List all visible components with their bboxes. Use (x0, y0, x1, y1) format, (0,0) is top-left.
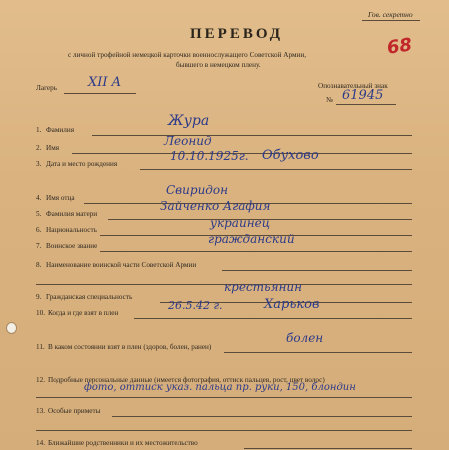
field-value-first-name: Леонид (164, 134, 212, 148)
field-label-condition: В каком состоянии взят в плен (здоров, болен, ранен) (48, 343, 212, 351)
field-line (92, 135, 412, 136)
field-value-condition: болен (286, 331, 324, 345)
field-line (244, 448, 412, 449)
field-value-birth-date: 10.10.1925г. (170, 149, 249, 163)
field-num: 14. (36, 439, 45, 447)
field-line (100, 251, 412, 252)
identifier-line (336, 104, 396, 105)
field-num: 2. (36, 144, 42, 152)
camp-value: XII A (88, 75, 122, 90)
field-value-captured-date: 26.5.42 г. (168, 299, 223, 312)
field-label-mother: Фамилия матери (46, 210, 98, 218)
field-value-nationality: украинец (210, 216, 271, 230)
identifier-label: Опознавательный знак (318, 82, 388, 90)
field-value-captured-place: Харьков (264, 297, 320, 312)
field-label-profession: Гражданская специальность (46, 293, 133, 301)
field-num: 4. (36, 194, 42, 202)
subtitle-line2: бывшего в немецком плену. (176, 61, 261, 69)
field-value-profession: крестьянин (224, 280, 303, 294)
field-value-birth-place: Обухово (262, 148, 319, 163)
field-num: 8. (36, 261, 42, 269)
field-line (140, 169, 412, 170)
field-label-relatives: Ближайшие родственники и их местожительство (48, 439, 198, 447)
field-label-birth: Дата и место рождения (46, 160, 118, 168)
field-value-father: Свиридон (166, 183, 229, 197)
identifier-number-prefix: № (326, 96, 333, 104)
field-num: 9. (36, 293, 42, 301)
field-label-rank: Воинское звание (46, 242, 98, 250)
camp-label: Лагерь (36, 84, 57, 92)
field-line (222, 270, 412, 271)
field-label-father: Имя отца (46, 194, 75, 202)
punch-hole (6, 322, 17, 334)
red-handwritten-number: 68 (385, 34, 414, 59)
field-num: 11. (36, 343, 45, 351)
field-label-unit: Наименование воинской части Советской Армии (46, 261, 197, 269)
classification-stamp: Гов. секретно (368, 10, 413, 19)
field-line (134, 318, 412, 319)
field-label-surname: Фамилия (46, 126, 75, 134)
field-num: 7. (36, 242, 42, 250)
field-line (224, 352, 412, 353)
field-label-nationality: Национальность (46, 226, 97, 234)
field-line (36, 397, 412, 398)
field-label-personal-data: Подробные персональные данные (имеется фотография, оттиск пальцев, рост, цвет волос) (48, 376, 325, 384)
field-value-rank: гражданский (208, 232, 295, 246)
field-label-special-marks: Особые приметы (48, 407, 101, 415)
field-num: 5. (36, 210, 42, 218)
field-num: 3. (36, 160, 42, 168)
identifier-number: 61945 (342, 88, 384, 103)
field-line (112, 416, 412, 417)
field-num: 6. (36, 226, 42, 234)
field-num: 10. (36, 309, 45, 317)
field-num: 13. (36, 407, 45, 415)
document-title: ПЕРЕВОД (190, 26, 284, 42)
field-num: 1. (36, 126, 42, 134)
field-num: 12. (36, 376, 45, 384)
camp-line (64, 93, 136, 94)
field-label-first-name: Имя (46, 144, 60, 152)
field-value-surname: Жура (168, 113, 210, 129)
classification-underline (362, 20, 420, 21)
field-value-personal-data: фото, оттиск указ. пальца пр. руки, 150, блондин (84, 382, 356, 393)
subtitle-line1: с личной трофейной немецкой карточки военнослужащего Советской Армии, (68, 51, 306, 59)
field-label-captured: Когда и где взят в плен (48, 309, 119, 317)
field-value-mother: Зайченко Агафия (160, 199, 271, 213)
field-line (36, 430, 412, 431)
